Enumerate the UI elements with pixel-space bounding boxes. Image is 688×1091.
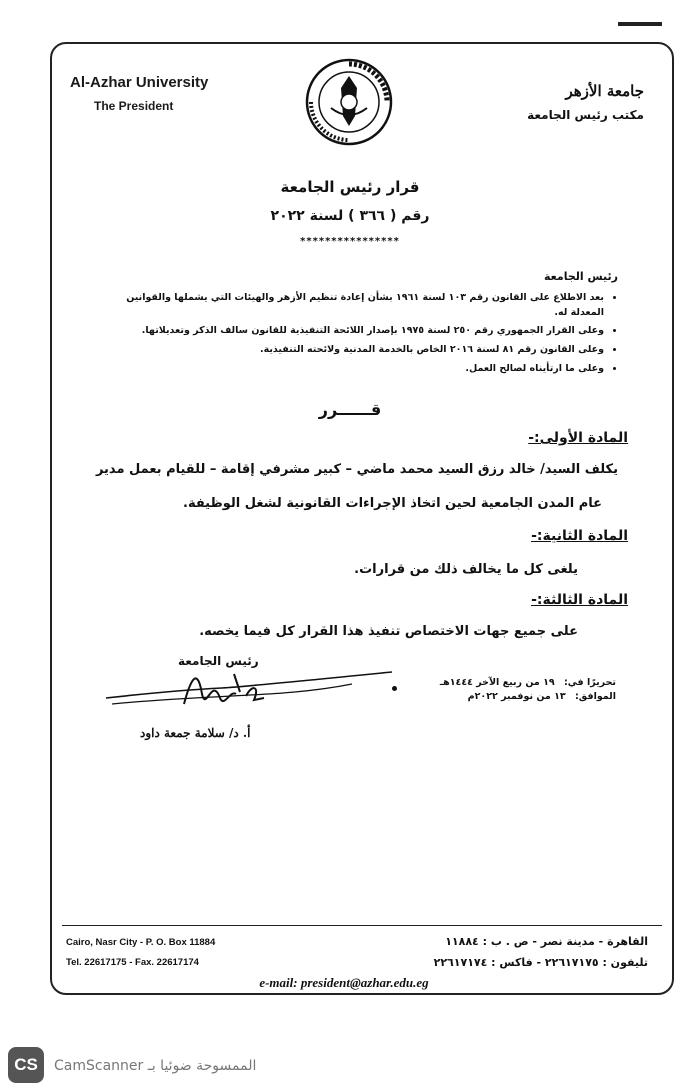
english-header	[70, 74, 208, 113]
decree-number: رقم ( ٣٦٦ ) لسنة ٢٠٢٢	[270, 208, 430, 224]
article-1-line-2: عام المدن الجامعية لحين اتخاذ الإجراءات القانونية لشغل الوظيفة.	[183, 496, 602, 511]
camscanner-watermark: الممسوحة ضوئيا بـ CamScanner	[54, 1058, 257, 1074]
written-date-label: تحريرًا في:	[564, 677, 616, 688]
stray-dot	[392, 686, 397, 691]
article-3-heading: المادة الثالثة:-	[531, 592, 628, 608]
corresponding-date-value: ١٣ من نوفمبر ٢٠٢٢م	[467, 691, 566, 703]
signature-title: رئيس الجامعة	[178, 654, 259, 668]
footer-english	[66, 933, 215, 973]
footer-address-ar: القاهرة - مدينة نصر - ص . ب : ١١٨٨٤	[445, 935, 648, 948]
preamble-item: • بعد الاطلاع على القانون رقم ١٠٣ لسنة ١٩٦١ بشأن إعادة تنظيم الأزهر والهيئات التي يشملها والقوانين المعدلة له.	[98, 291, 604, 320]
preamble-list	[98, 291, 618, 377]
article-2-heading: المادة الثانية:-	[531, 528, 628, 544]
footer-email: e-mail: president@azhar.edu.eg	[259, 975, 429, 990]
university-name-ar: جامعة الأزهر	[565, 82, 644, 100]
top-dash	[618, 22, 662, 26]
university-seal-icon	[305, 58, 393, 146]
preamble	[98, 268, 618, 381]
date-block	[440, 676, 616, 705]
decree-title: قرار رئيس الجامعة	[280, 178, 420, 196]
arabic-header	[527, 82, 644, 122]
preamble-author: رئيس الجامعة	[544, 270, 618, 283]
university-name-en: Al-Azhar University	[70, 74, 209, 91]
decides-heading: قــــــرر	[318, 400, 382, 419]
written-date-value: ١٩ من ربيع الآخر ١٤٤٤هـ	[439, 677, 555, 688]
footer-divider	[62, 925, 662, 926]
article-3-line-1: على جميع جهات الاختصاص تنفيذ هذا القرار كل فيما يخصه.	[199, 624, 578, 639]
article-1-line-1: يكلف السيد/ خالد رزق السيد محمد ماضي – كبير مشرفي إقامة – للقيام بعمل مدير	[95, 462, 618, 477]
corresponding-date-label: الموافق:	[575, 691, 616, 703]
preamble-item: • وعلى القرار الجمهوري رقم ٢٥٠ لسنة ١٩٧٥ بإصدار اللائحة التنفيذية للقانون سالف الذكر وتعديلاتها.	[98, 324, 604, 339]
handwritten-signature-icon	[102, 664, 402, 724]
decree-separator: ****************	[300, 236, 400, 247]
preamble-item: • وعلى ما ارتأيناه لصالح العمل.	[98, 362, 604, 377]
footer-address-en: Cairo, Nasr City - P. O. Box 11884	[66, 937, 216, 948]
article-2-line-1: يلغى كل ما يخالف ذلك من قرارات.	[354, 562, 578, 577]
preamble-item: • وعلى القانون رقم ٨١ لسنة ٢٠١٦ الخاص بالخدمة المدنية ولائحته التنفيذية.	[98, 343, 604, 358]
written-date-row	[440, 676, 616, 690]
footer-arabic	[434, 932, 648, 974]
office-name-ar: مكتب رئيس الجامعة	[527, 108, 644, 122]
camscanner-logo-icon: CS	[8, 1047, 44, 1083]
footer-phone-en: Tel. 22617175 - Fax. 22617174	[66, 956, 199, 968]
footer-phone-ar: تليفون : ٢٢٦١٧١٧٥ - فاكس : ٢٢٦١٧١٧٤	[433, 955, 648, 969]
signatory-name: أ. د/ سلامة جمعة داود	[140, 726, 251, 740]
article-1-heading: المادة الأولى:-	[528, 430, 628, 446]
corresponding-date-row	[440, 690, 616, 704]
office-name-en: The President	[94, 99, 174, 113]
